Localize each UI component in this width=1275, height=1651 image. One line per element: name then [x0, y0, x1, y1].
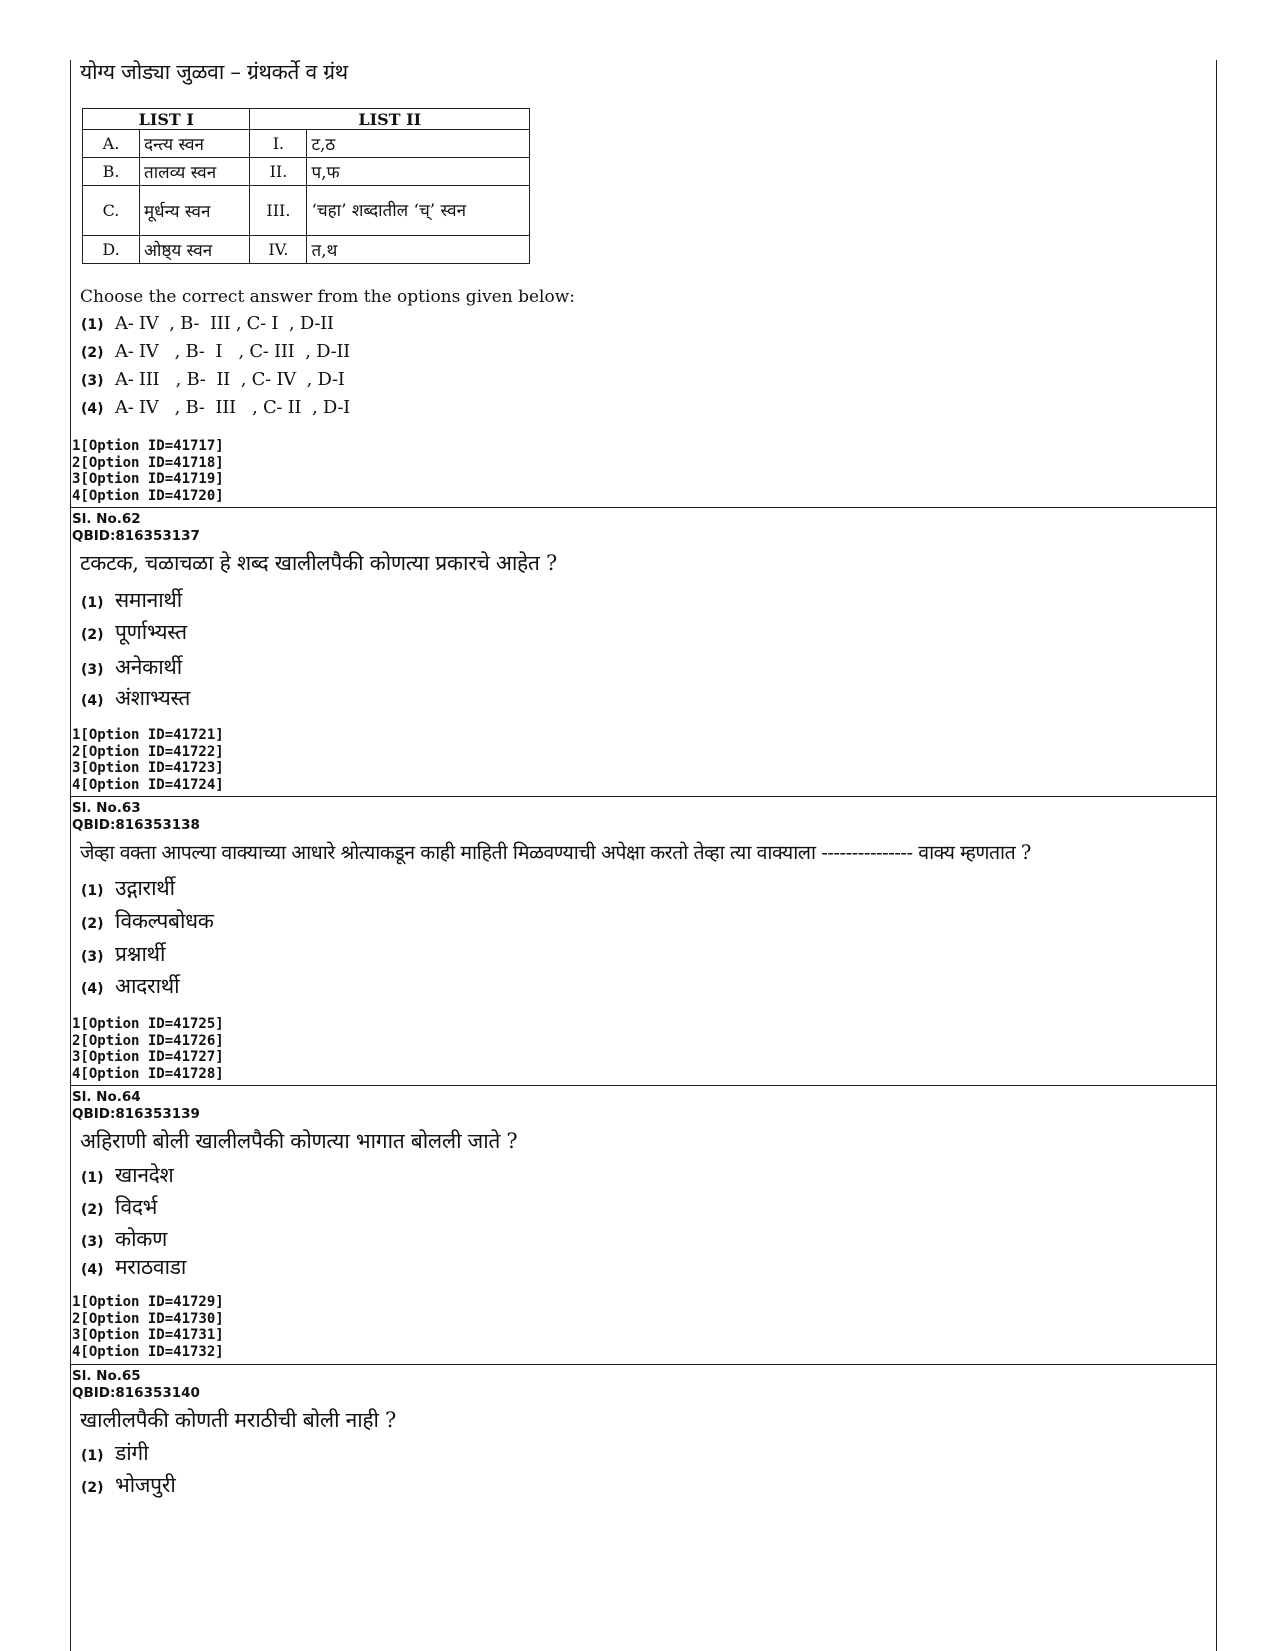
option-id: 2[Option ID=41730] — [72, 1310, 224, 1327]
option-3 — [81, 653, 182, 681]
option-number: (3) — [81, 373, 104, 389]
serial-number: Sl. No.64 — [72, 1089, 141, 1105]
list-2-numeral: III. — [250, 186, 307, 236]
question-65-text: खालीलपैकी कोणती मराठीची बोली नाही ? — [80, 1408, 397, 1432]
option-id: 1[Option ID=41721] — [72, 727, 224, 743]
option-id: 1[Option ID=41717] — [72, 438, 224, 454]
option-ids-63 — [72, 1016, 224, 1082]
option-2 — [81, 341, 350, 362]
option-id: 3[Option ID=41727] — [72, 1049, 224, 1065]
option-number: (4) — [81, 401, 104, 417]
option-2 — [81, 907, 214, 935]
option-text: उद्गारार्थी — [115, 876, 175, 900]
option-text: A- IV , B- I , C- III , D-II — [115, 341, 350, 362]
option-text: प्रश्नार्थी — [115, 942, 166, 966]
option-text: डांगी — [115, 1441, 149, 1465]
option-text: पूर्णाभ्यस्त — [115, 620, 187, 644]
option-4 — [81, 972, 179, 1000]
option-ids-62 — [72, 727, 224, 793]
option-text: समानार्थी — [115, 588, 182, 612]
qbid: QBID:816353140 — [72, 1384, 200, 1401]
option-ids-61 — [72, 438, 224, 504]
list-1-item: ओष्ठ्य स्वन — [140, 236, 250, 264]
option-id: 4[Option ID=41732] — [72, 1343, 224, 1360]
option-number: (2) — [81, 345, 104, 361]
option-id: 2[Option ID=41718] — [72, 454, 224, 471]
option-number: (4) — [81, 981, 104, 997]
qbid: QBID:816353137 — [72, 527, 200, 544]
option-number: (4) — [81, 1262, 104, 1278]
list-1-letter: D. — [83, 236, 140, 264]
option-text: आदरार्थी — [115, 974, 180, 998]
option-number: (3) — [81, 662, 104, 678]
list-2-item: ‘चहा’ शब्दातील ‘च्’ स्वन — [307, 186, 530, 236]
list-2-numeral: II. — [250, 158, 307, 186]
question-64-text: अहिराणी बोली खालीलपैकी कोणत्या भागात बोलली जाते ? — [80, 1129, 518, 1153]
matching-table — [82, 108, 530, 264]
option-id: 3[Option ID=41723] — [72, 760, 224, 776]
option-id: 4[Option ID=41724] — [72, 776, 224, 793]
question-divider — [70, 796, 1217, 797]
list-1-item: तालव्य स्वन — [140, 158, 250, 186]
question-63-text: जेव्हा वक्ता आपल्या वाक्याच्या आधारे श्रोत्याकडून काही माहिती मिळवण्याची अपेक्षा करतो तेव्हा त्या वाक्याला --------------- वाक्य म्हणतात ? — [80, 841, 1031, 864]
list-1-item: दन्त्य स्वन — [140, 130, 250, 158]
option-number: (2) — [81, 916, 104, 932]
question-divider — [70, 1364, 1217, 1365]
list-2-item: त,थ — [307, 236, 530, 264]
option-text: विदर्भ — [115, 1195, 158, 1219]
question-62-text: टकटक, चळाचळा हे शब्द खालीलपैकी कोणत्या प्रकारचे आहेत ? — [80, 551, 557, 575]
option-4 — [81, 397, 350, 418]
option-1 — [81, 586, 182, 614]
option-id: 1[Option ID=41729] — [72, 1294, 224, 1310]
choose-instruction: Choose the correct answer from the options given below: — [80, 287, 575, 307]
list-2-numeral: I. — [250, 130, 307, 158]
list-1-item: मूर्धन्य स्वन — [140, 186, 250, 236]
option-1 — [81, 1161, 174, 1189]
option-number: (3) — [81, 949, 104, 965]
question-61-heading: योग्य जोड्या जुळवा – ग्रंथकर्ते व ग्रंथ — [80, 60, 348, 84]
option-number: (1) — [81, 317, 104, 333]
option-number: (2) — [81, 1202, 104, 1218]
serial-number: Sl. No.65 — [72, 1368, 141, 1384]
option-3 — [81, 1225, 167, 1253]
option-id: 3[Option ID=41719] — [72, 471, 224, 487]
option-id: 1[Option ID=41725] — [72, 1016, 224, 1032]
option-3 — [81, 940, 165, 968]
list-2-header: LIST II — [250, 109, 530, 130]
option-text: A- III , B- II , C- IV , D-I — [115, 369, 345, 390]
option-1 — [81, 874, 175, 902]
option-id: 2[Option ID=41726] — [72, 1032, 224, 1049]
list-1-letter: A. — [83, 130, 140, 158]
option-2 — [81, 1193, 157, 1221]
option-3 — [81, 369, 345, 390]
serial-number: Sl. No.63 — [72, 800, 141, 816]
question-62-meta — [72, 511, 200, 544]
option-text: A- IV , B- III , C- I , D-II — [115, 313, 334, 334]
question-divider — [70, 507, 1217, 508]
list-2-item: प,फ — [307, 158, 530, 186]
option-1 — [81, 1439, 148, 1467]
option-text: मराठवाडा — [115, 1255, 187, 1279]
option-4 — [81, 1253, 186, 1281]
option-text: भोजपुरी — [115, 1473, 176, 1497]
option-number: (2) — [81, 1480, 104, 1496]
option-number: (4) — [81, 693, 104, 709]
option-id: 3[Option ID=41731] — [72, 1327, 224, 1343]
option-number: (1) — [81, 595, 104, 611]
option-number: (1) — [81, 1448, 104, 1464]
option-number: (1) — [81, 1170, 104, 1186]
option-text: खानदेश — [115, 1163, 174, 1187]
list-2-item: ट,ठ — [307, 130, 530, 158]
option-2 — [81, 1471, 176, 1499]
option-id: 4[Option ID=41728] — [72, 1065, 224, 1082]
option-ids-64 — [72, 1294, 224, 1360]
question-divider — [70, 1085, 1217, 1086]
question-63-meta — [72, 800, 200, 833]
list-2-numeral: IV. — [250, 236, 307, 264]
option-text: कोकण — [115, 1227, 167, 1251]
option-4 — [81, 684, 190, 712]
option-1 — [81, 313, 334, 334]
option-number: (1) — [81, 883, 104, 899]
qbid: QBID:816353138 — [72, 816, 200, 833]
question-65-meta — [72, 1368, 200, 1401]
option-number: (2) — [81, 627, 104, 643]
option-text: विकल्पबोधक — [115, 909, 214, 933]
list-1-header: LIST I — [83, 109, 250, 130]
option-id: 4[Option ID=41720] — [72, 487, 224, 504]
option-text: A- IV , B- III , C- II , D-I — [115, 397, 350, 418]
option-number: (3) — [81, 1234, 104, 1250]
option-id: 2[Option ID=41722] — [72, 743, 224, 760]
serial-number: Sl. No.62 — [72, 511, 141, 527]
option-2 — [81, 618, 187, 646]
option-text: अनेकार्थी — [115, 655, 182, 679]
list-1-letter: B. — [83, 158, 140, 186]
qbid: QBID:816353139 — [72, 1105, 200, 1122]
question-64-meta — [72, 1089, 200, 1122]
list-1-letter: C. — [83, 186, 140, 236]
option-text: अंशाभ्यस्त — [115, 686, 191, 710]
